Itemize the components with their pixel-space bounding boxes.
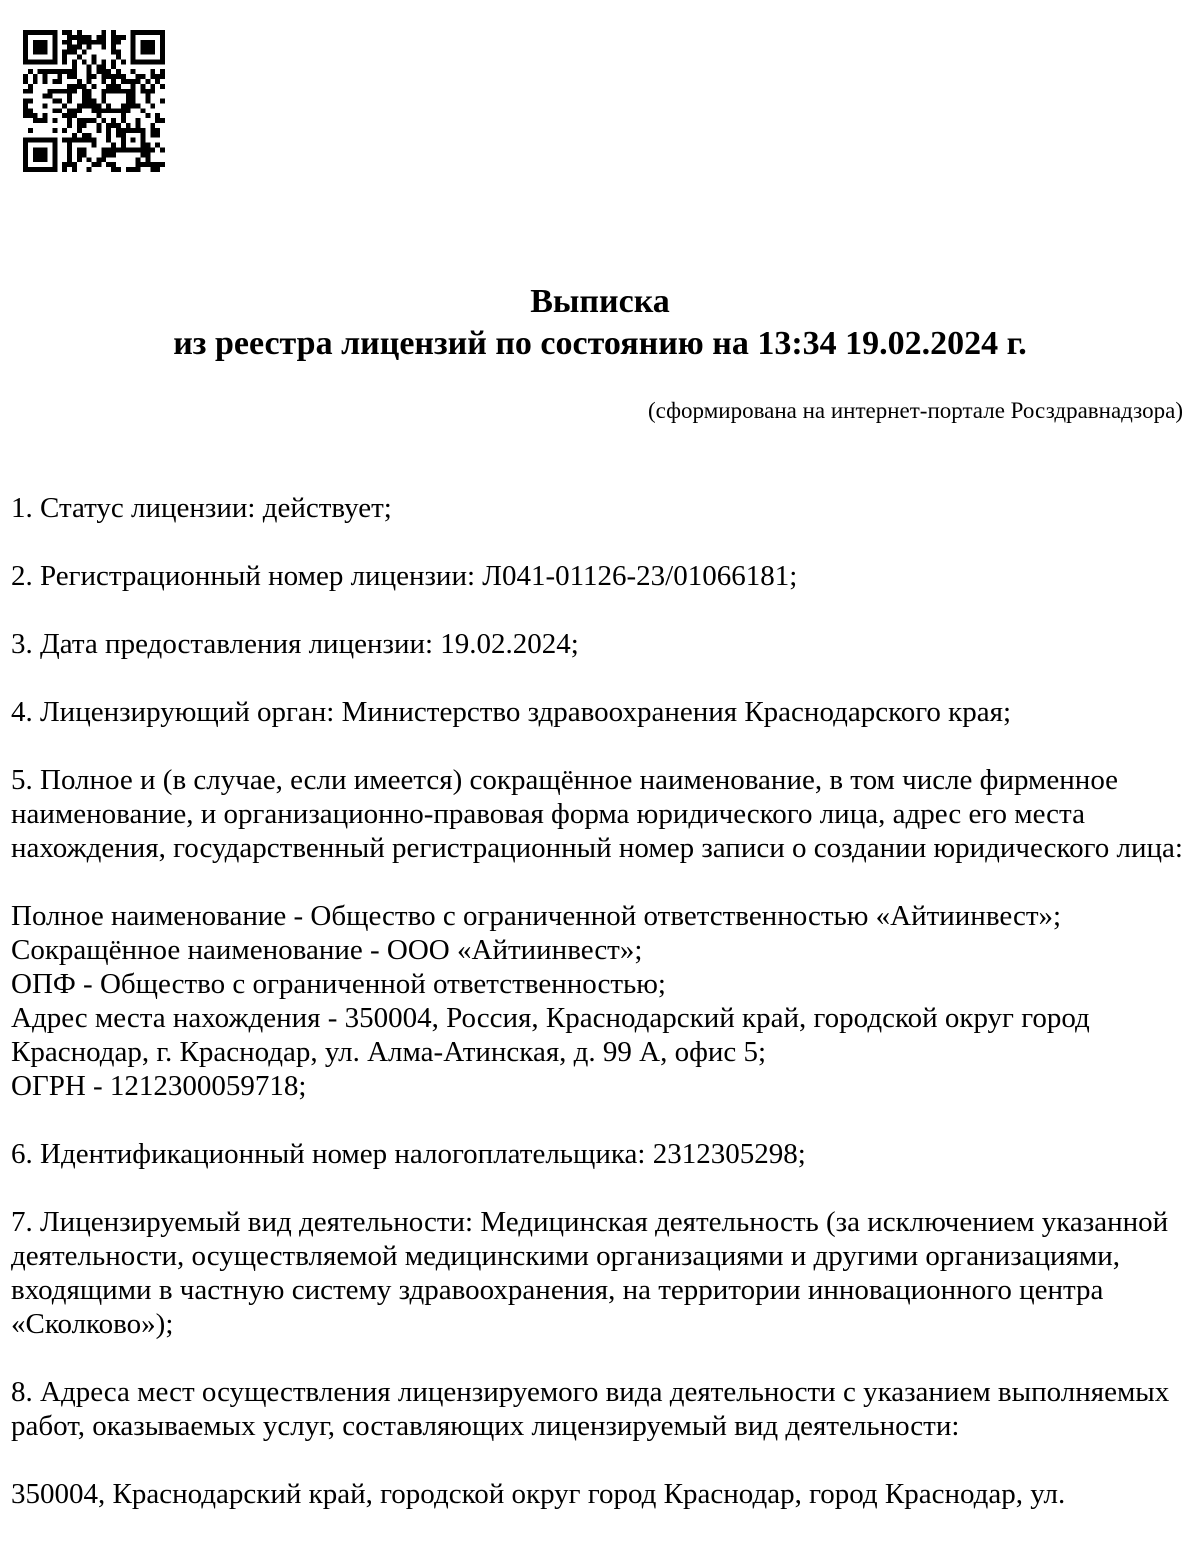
document-subtitle: (сформирована на интернет-портале Росздравнадзора): [648, 398, 1183, 423]
org-naming-intro: [11, 763, 1191, 865]
text-line: ОГРН - 1212300059718;: [11, 1070, 307, 1102]
license-grant-date: [11, 627, 1191, 661]
text-line: Сокращённое наименование - ООО «Айтиинвест»;: [11, 934, 643, 966]
document-body: [11, 491, 1191, 1545]
qr-code-icon: [23, 30, 165, 172]
text-line: 7. Лицензируемый вид деятельности: Медицинская деятельность (за исключением указанной: [11, 1206, 1169, 1238]
text-line: «Сколково»);: [11, 1308, 174, 1340]
activity-addresses-intro: [11, 1375, 1191, 1443]
text-line: Краснодар, г. Краснодар, ул. Алма-Атинская, д. 99 А, офис 5;: [11, 1036, 767, 1068]
text-line: работ, оказываемых услуг, составляющих лицензируемый вид деятельности:: [11, 1410, 960, 1442]
text-line: наименование, и организационно-правовая форма юридического лица, адрес его места: [11, 798, 1085, 830]
text-line: 4. Лицензирующий орган: Министерство здравоохранения Краснодарского края;: [11, 696, 1012, 728]
text-line: 3. Дата предоставления лицензии: 19.02.2024;: [11, 628, 579, 660]
text-line: 8. Адреса мест осуществления лицензируемого вида деятельности с указанием выполняемых: [11, 1376, 1170, 1408]
text-line: 5. Полное и (в случае, если имеется) сокращённое наименование, в том числе фирменное: [11, 764, 1119, 796]
text-line: 2. Регистрационный номер лицензии: Л041-01126-23/01066181;: [11, 560, 798, 592]
title-line-1: Выписка: [530, 283, 670, 320]
text-line: деятельности, осуществляемой медицинскими организациями и другими организациями,: [11, 1240, 1121, 1272]
text-line: Адрес места нахождения - 350004, Россия, Краснодарский край, городской округ город: [11, 1002, 1090, 1034]
text-line: входящими в частную систему здравоохранения, на территории инновационного центра: [11, 1274, 1104, 1306]
org-details: [11, 899, 1191, 1103]
text-line: 6. Идентификационный номер налогоплательщика: 2312305298;: [11, 1138, 806, 1170]
taxpayer-id: [11, 1137, 1191, 1171]
text-line: 1. Статус лицензии: действует;: [11, 492, 392, 524]
licensed-activity: [11, 1205, 1191, 1341]
license-registration-number: [11, 559, 1191, 593]
text-line: нахождения, государственный регистрационный номер записи о создании юридического лица:: [11, 832, 1183, 864]
text-line: ОПФ - Общество с ограниченной ответственностью;: [11, 968, 666, 1000]
licensing-authority: [11, 695, 1191, 729]
text-line: 350004, Краснодарский край, городской округ город Краснодар, город Краснодар, ул.: [11, 1478, 1066, 1510]
license-status: [11, 491, 1191, 525]
title-line-2: из реестра лицензий по состоянию на 13:34 19.02.2024 г.: [173, 325, 1027, 362]
document-title: [0, 281, 1200, 365]
text-line: Полное наименование - Общество с ограниченной ответственностью «Айтиинвест»;: [11, 900, 1062, 932]
activity-address: [11, 1477, 1191, 1511]
